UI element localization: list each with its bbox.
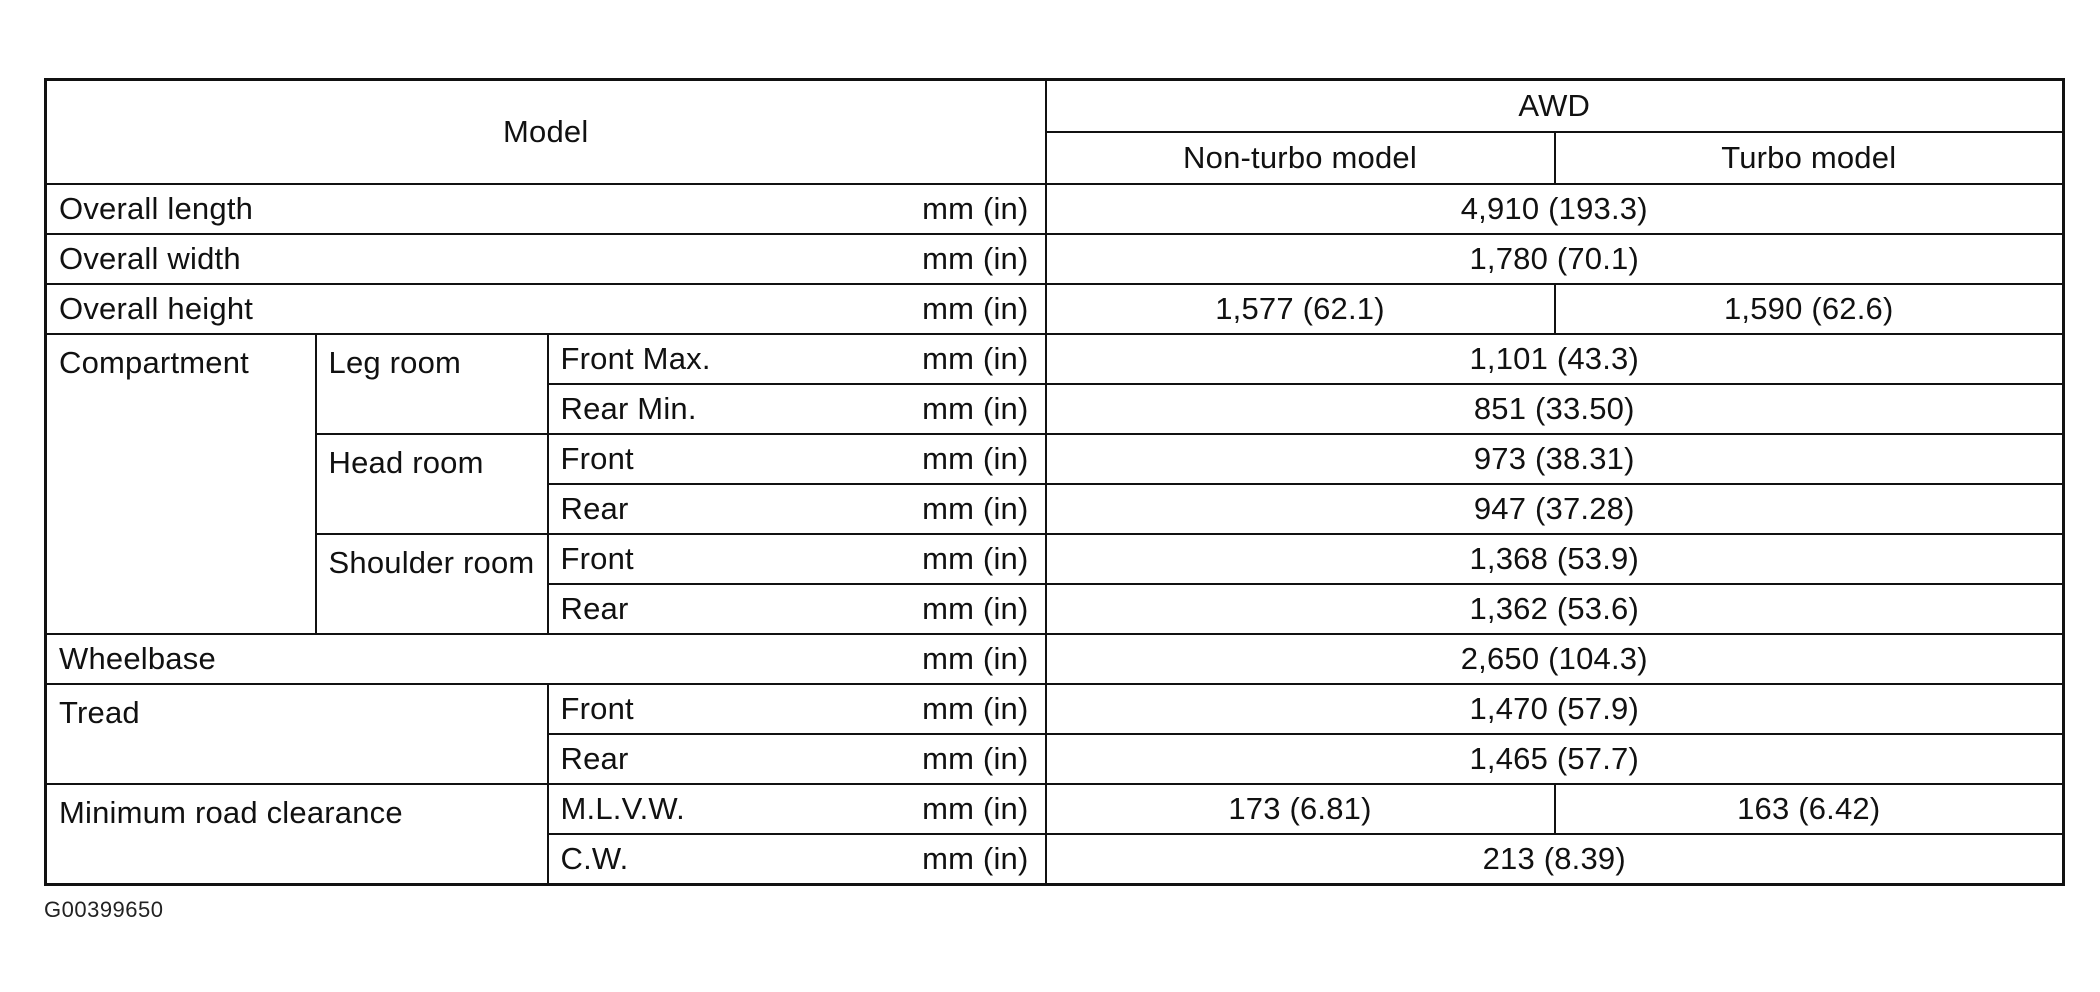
leg-room-rear-value: 851 (33.50) (1046, 384, 2064, 434)
leg-room-rear-label: Rear Min. (548, 384, 858, 434)
unit-label: mm (in) (858, 234, 1046, 284)
wheelbase-label: Wheelbase (46, 634, 858, 684)
non-turbo-header-cell: Non-turbo model (1046, 132, 1555, 184)
overall-height-non-turbo-value: 1,577 (62.1) (1046, 284, 1555, 334)
shoulder-room-front-value: 1,368 (53.9) (1046, 534, 2064, 584)
shoulder-room-rear-value: 1,362 (53.6) (1046, 584, 2064, 634)
overall-width-value: 1,780 (70.1) (1046, 234, 2064, 284)
overall-length-label: Overall length (46, 184, 858, 234)
tread-front-value: 1,470 (57.9) (1046, 684, 2064, 734)
overall-height-turbo-value: 1,590 (62.6) (1555, 284, 2064, 334)
min-road-clearance-label: Minimum road clearance (46, 784, 548, 885)
tread-label: Tread (46, 684, 548, 784)
unit-label: mm (in) (858, 184, 1046, 234)
mlvw-non-turbo-value: 173 (6.81) (1046, 784, 1555, 834)
table-row-overall-height (46, 284, 2064, 334)
head-room-rear-value: 947 (37.28) (1046, 484, 2064, 534)
shoulder-room-label: Shoulder room (316, 534, 548, 634)
awd-header-cell: AWD (1046, 80, 2064, 133)
head-room-label: Head room (316, 434, 548, 534)
compartment-label: Compartment (46, 334, 316, 634)
table-row-shoulder-room-front (46, 534, 2064, 584)
unit-label: mm (in) (858, 734, 1046, 784)
cw-label: C.W. (548, 834, 858, 885)
unit-label: mm (in) (858, 634, 1046, 684)
cw-value: 213 (8.39) (1046, 834, 2064, 885)
mlvw-label: M.L.V.W. (548, 784, 858, 834)
unit-label: mm (in) (858, 384, 1046, 434)
table-row-leg-room-front (46, 334, 2064, 384)
shoulder-room-rear-label: Rear (548, 584, 858, 634)
tread-rear-label: Rear (548, 734, 858, 784)
unit-label: mm (in) (858, 784, 1046, 834)
leg-room-front-value: 1,101 (43.3) (1046, 334, 2064, 384)
tread-front-label: Front (548, 684, 858, 734)
overall-width-label: Overall width (46, 234, 858, 284)
unit-label: mm (in) (858, 334, 1046, 384)
mlvw-turbo-value: 163 (6.42) (1555, 784, 2064, 834)
table-row-overall-width (46, 234, 2064, 284)
unit-label: mm (in) (858, 834, 1046, 885)
table-row-head-room-front (46, 434, 2064, 484)
table-row-tread-front (46, 684, 2064, 734)
overall-height-label: Overall height (46, 284, 858, 334)
head-room-front-label: Front (548, 434, 858, 484)
unit-label: mm (in) (858, 434, 1046, 484)
wheelbase-value: 2,650 (104.3) (1046, 634, 2064, 684)
leg-room-front-label: Front Max. (548, 334, 858, 384)
head-room-front-value: 973 (38.31) (1046, 434, 2064, 484)
header-row-drive (46, 80, 2064, 133)
unit-label: mm (in) (858, 534, 1046, 584)
unit-label: mm (in) (858, 284, 1046, 334)
unit-label: mm (in) (858, 484, 1046, 534)
shoulder-room-front-label: Front (548, 534, 858, 584)
turbo-header-cell: Turbo model (1555, 132, 2064, 184)
overall-length-value: 4,910 (193.3) (1046, 184, 2064, 234)
table-row-overall-length (46, 184, 2064, 234)
head-room-rear-label: Rear (548, 484, 858, 534)
tread-rear-value: 1,465 (57.7) (1046, 734, 2064, 784)
unit-label: mm (in) (858, 584, 1046, 634)
model-header-cell: Model (46, 80, 1046, 185)
figure-id-label: G00399650 (44, 897, 164, 922)
dimensions-spec-table (44, 78, 2065, 886)
table-row-wheelbase (46, 634, 2064, 684)
leg-room-label: Leg room (316, 334, 548, 434)
unit-label: mm (in) (858, 684, 1046, 734)
table-row-clearance-mlvw (46, 784, 2064, 834)
